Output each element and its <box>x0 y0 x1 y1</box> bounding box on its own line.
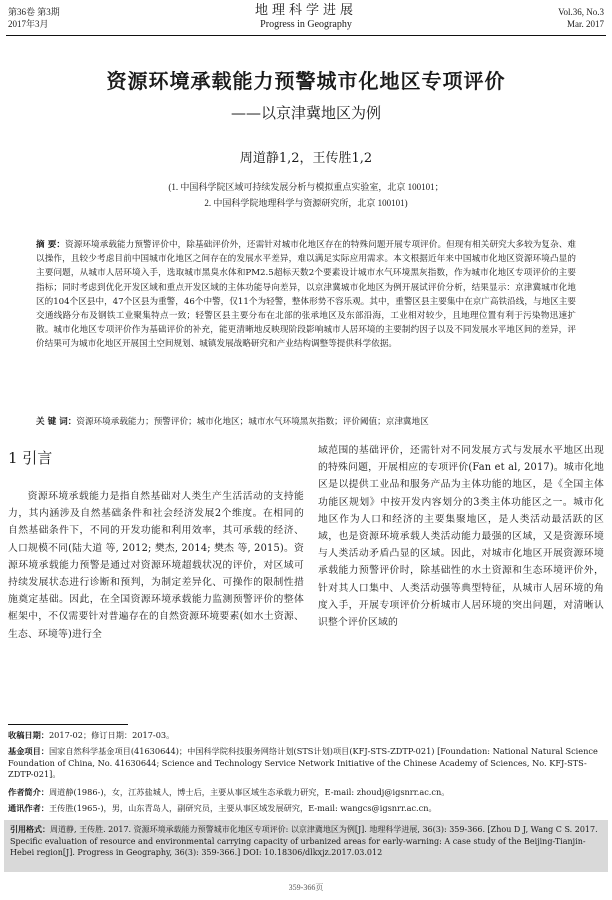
keywords-label: 关 键 词： <box>36 417 77 427</box>
footnote-divider <box>8 724 128 725</box>
author-list: 周道静1,2，王传胜1,2 <box>239 151 373 166</box>
received-text: 2017-02；修订日期：2017-03。 <box>48 730 175 740</box>
journal-name-en: Progress in Geography <box>260 19 352 30</box>
keywords <box>36 416 576 428</box>
corresponding-label: 通讯作者： <box>8 803 49 813</box>
citation-box <box>4 820 608 872</box>
affiliation-2: 2. 中国科学院地理科学与资源研究所，北京 100101) <box>204 198 408 208</box>
volume-issue-cn: 第36卷 第3期 <box>8 7 60 17</box>
body-column-right <box>318 442 604 631</box>
corresponding-text: 王传胜(1965-)，男，山东青岛人，副研究员，主要从事区域发展研究，E-mail: wangcs@igsnrr.ac.cn。 <box>48 803 437 813</box>
section-heading: 1 引言 <box>8 449 53 467</box>
keywords-text: 资源环境承载能力；预警评价；城市化地区；城市水气环境黑灰指数；评价阈值；京津冀地区 <box>76 417 429 427</box>
author-bio-text: 周道静(1986-)，女，江苏盐城人，博士后，主要从事区域生态承载力研究，E-mail: zhoudj@igsnrr.ac.cn。 <box>48 787 450 797</box>
affiliation-1: (1. 中国科学院区域可持续发展分析与模拟重点实验室，北京 100101； <box>168 182 444 192</box>
page-range: 359-366页 <box>288 883 324 892</box>
date-en: Mar. 2017 <box>567 19 604 29</box>
citation-text: 周道静, 王传胜. 2017. 资源环境承载能力预警城市化地区专项评价: 以京津冀地区为例[J]. 地理科学进展, 36(3): 359-366. [Zhou D J, Wang C S. 2017. Specific evaluation of resource and environmental carrying capacity of urbanized areas for early-warning: A case study of the Beijing-Tianjin-Hebei region[J]. Progress in Geography, 36(3): 359-366.] DOI: 10.18306/dlkxjz.2017.03.012 <box>10 825 598 857</box>
volume-issue-en: Vol.36, No.3 <box>558 7 604 17</box>
received-date <box>8 730 604 742</box>
issue-info-en <box>558 6 604 30</box>
intro-paragraph-right: 域范围的基础评价，还需针对不同发展方式与发展水平地区出现的特殊问题，开展相应的专项评价(Fan et al, 2017)。城市化地区是以提供工业品和服务产品为主体功能的地区，是《全国主体功能区规划》中按开发内容划分的3类主体功能区之一。城市化地区作为人口和经济的主要集聚地区，是人类活动最活跃的区域，也是资源环境承载人类活动能力最强的区域，又是资源环境与人类活动矛盾凸显的区域。因此，对城市化地区开展资源环境承载能力预警评价时，除基础性的水土资源和生态环境评价外，针对其人口集中、人类活动强等典型特征，从城市人居环境的角度入手，开展专项评价分析城市人居环境的突出问题，对清晰认识整个评价区域的 <box>318 445 604 629</box>
abstract-label: 摘 要： <box>36 240 66 250</box>
paper-title: 资源环境承载能力预警城市化地区专项评价 <box>106 69 506 93</box>
received-label: 收稿日期： <box>8 730 49 740</box>
funding-label: 基金项目： <box>8 746 49 756</box>
header-divider <box>6 35 606 36</box>
abstract-text: 资源环境承载能力预警评价中，除基础评价外，还需针对城市化地区存在的特殊问题开展专项评价。但现有相关研究大多较为复杂、难以操作，且较少考虑目前中国城市化地区之间存在的发展水平差异，难以满足实际应用需求。本文根据近年来中国城市化地区资源环境凸显的主要问题，从城市人居环境入手，选取城市黑臭水体和PM2.5超标天数2个要素设计城市水气环境黑灰指数，作为城市化地区专项评价的主要指标；同时考虑到优化开发区域和重点开发区域的主体功能导向差异，以京津冀城市化地区为例开展试评价分析，结果显示：京津冀城市化地区的104个区县中，47个区县为重警，46个中警，仅11个为轻警，整体形势不容乐观。其中，重警区县主要集中在京广高铁沿线，与地区主要交通线路分布及钢铁工业聚集特点一致；轻警区县主要分布在北部的张承地区及东部沿海，工业相对较少，且地理位置有利于污染物迅速扩散。城市化地区专项评价作为基础评价的补充，能更清晰地反映现阶段影响城市人居环境的主要制约因子以及不同发展水平地区间的差异，评价结果可为城市化地区开展国土空间规划、城镇发展战略研究和产业结构调整等提供科学依据。 <box>36 240 576 350</box>
date-cn: 2017年3月 <box>8 19 49 29</box>
journal-name-cn: 地理科学进展 <box>254 3 357 18</box>
intro-paragraph-left: 资源环境承载能力是指自然基础对人类生产生活活动的支持能力，其内涵涉及自然基础条件和社会经济发展2个维度。在相同的自然基础条件下，不同的开发功能和利用效率，其可承载的经济、人口规模不同(陆大道 等, 2012; 樊杰, 2014; 樊杰 等, 2015)。资源环境承载能力预警是通过对资源环境超载状况的评价，对区域可持续发展状态进行诊断和预判，为制定差异化、可操作的限制性措施奠定基础。因此，在全国资源环境承载能力监测预警评价的整体框架中，不仅需要针对普遍存在的自然资源环境要素(如水土资源、生态、环境等)进行全 <box>8 491 304 640</box>
abstract <box>36 238 576 352</box>
paper-subtitle: ——以京津冀地区为例 <box>230 104 381 122</box>
author-bio-label: 作者简介： <box>8 787 49 797</box>
body-column-left <box>8 432 304 643</box>
corresponding-author <box>8 803 604 815</box>
author-bio <box>8 787 604 799</box>
journal-header <box>0 3 612 31</box>
citation-label: 引用格式： <box>10 824 50 834</box>
funding <box>8 746 604 781</box>
funding-text: 国家自然科学基金项目(41630644)；中国科学院科技服务网络计划(STS计划)项目(KFJ-STS-ZDTP-021) [Foundation: National Natural Science Foundation of China, No. 41630644; Science and Technology Service Network Initiative of the Chinese Academy of Sciences, No. KFJ-STS-ZDTP-021]。 <box>8 746 598 779</box>
